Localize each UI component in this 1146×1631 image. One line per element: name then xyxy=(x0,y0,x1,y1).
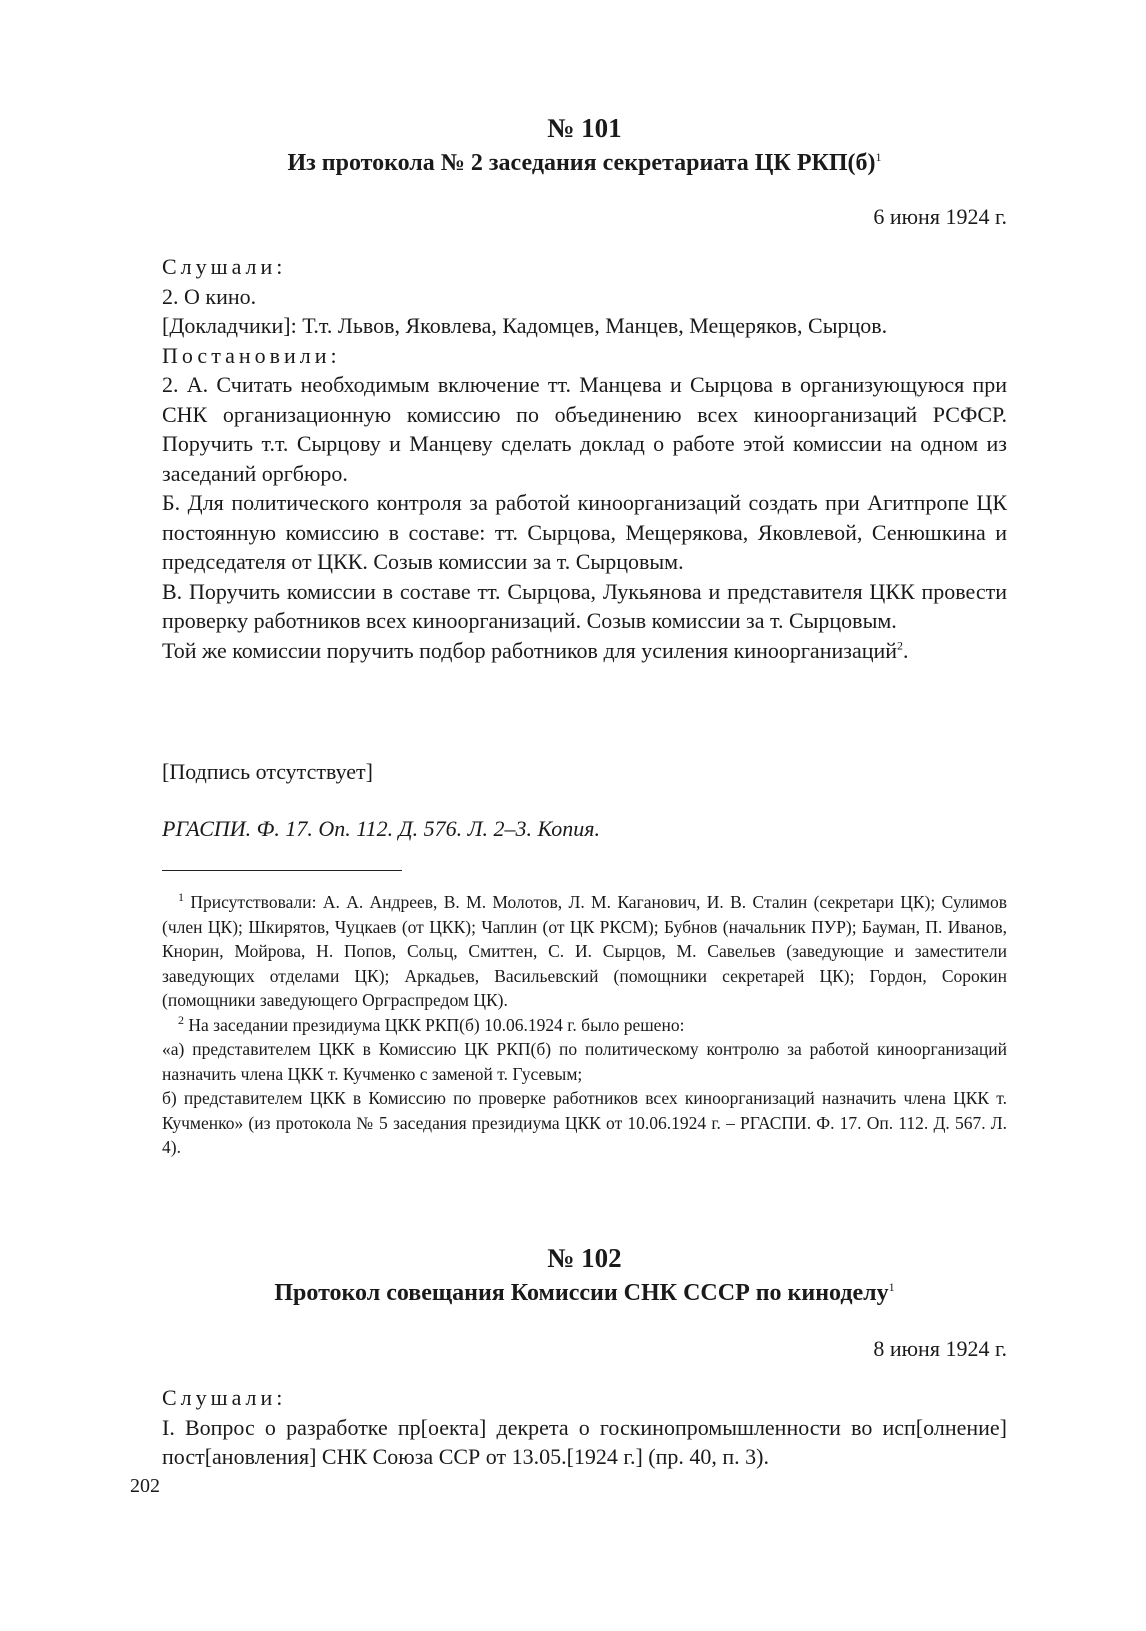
footnote-divider xyxy=(162,870,402,871)
footnote-1-mark: 1 xyxy=(178,890,184,905)
footnote-2-b: б) представителем ЦКК в Комиссию по проверке работников всех киноорганизаций назначить члена ЦКК т. Кучменко» (из протокола № 5 заседания президиума ЦКК от 10.06.1924 г. – РГАСПИ. Ф. 17. Оп. 112. Д. 567. Л. 4). xyxy=(162,1088,1007,1157)
doc102-title-text: Протокол совещания Комиссии СНК СССР по киноделу xyxy=(274,1280,889,1306)
doc101-para-b: Б. Для политического контроля за работой киноорганизаций создать при Агитпропе ЦК постоянную комиссию в составе: тт. Сырцова, Мещерякова, Яковлевой, Сенюшкина и председателя от ЦКК. Созыв комиссии за т. Сырцовым. xyxy=(162,490,1007,574)
doc102-title xyxy=(162,1278,1007,1308)
doc101-resolved-label: Постановили: xyxy=(162,342,341,368)
footnote-2 xyxy=(162,1013,1007,1038)
doc101-date: 6 июня 1924 г. xyxy=(873,204,1007,229)
doc101-header xyxy=(162,112,1007,178)
doc101-para-d-note: 2 xyxy=(897,638,904,653)
doc101-heard-label: Слушали: xyxy=(162,254,287,279)
footnote-1-text: Присутствовали: А. А. Андреев, В. М. Молотов, Л. М. Каганович, И. В. Сталин (секретари ЦК); Сулимов (член ЦК); Шкирятов, Чуцкаев (от ЦКК); Чаплин (от ЦК РКСМ); Бубнов (начальник ПУР); Бауман, П. Иванов, Кнорин, Мойрова, Н. Попов, Сольц, Смиттен, С. И. Сырцов, М. Савельев (заведующие и заместители заведующих отделами ЦК); Аркадьев, Васильевский (помощники секретарей ЦК); Гордон, Сорокин (помощники заведующего Орграспредом ЦК). xyxy=(162,892,1008,1010)
doc102-item: I. Вопрос о разработке пр[оекта] декрета о госкинопромышленности во исп[олнение] пост[ановления] СНК Союза ССР от 13.05.[1924 г.] (пр. 40, п. 3). xyxy=(162,1414,1007,1469)
doc101-para-d-end: . xyxy=(903,637,909,663)
doc101-item: 2. О кино. xyxy=(162,283,257,309)
doc101-para-d xyxy=(162,636,1007,666)
footnote-2-text: На заседании президиума ЦКК РКП(б) 10.06.1924 г. было решено: xyxy=(188,1014,685,1035)
footnotes xyxy=(162,890,1007,1160)
doc102-number: № 102 xyxy=(547,1243,622,1273)
footnote-2-a: «а) представителем ЦКК в Комиссию ЦК РКП(б) по политическому контролю за работой киноорганизаций назначить члена ЦКК т. Кучменко с заменой т. Гусевым; xyxy=(162,1039,1007,1084)
doc102-title-note: 1 xyxy=(888,1280,895,1294)
doc101-signature: [Подпись отсутствует] xyxy=(162,759,373,784)
doc101-source: РГАСПИ. Ф. 17. Оп. 112. Д. 576. Л. 2–3. Копия. xyxy=(162,816,600,841)
footnote-1 xyxy=(162,890,1007,1013)
page-number: 202 xyxy=(130,1475,160,1497)
doc101-para-a: 2. А. Считать необходимым включение тт. Манцева и Сырцова в организующуюся при СНК организационную комиссию по объединению всех киноорганизаций РСФСР. Поручить т.т. Сырцову и Манцеву сделать доклад о работе этой комиссии на одном из заседаний оргбюро. xyxy=(162,372,1007,486)
doc101-title-text: Из протокола № 2 заседания секретариата ЦК РКП(б) xyxy=(287,150,876,176)
doc101-speakers: [Докладчики]: Т.т. Львов, Яковлева, Кадомцев, Манцев, Мещеряков, Сырцов. xyxy=(162,313,888,338)
doc101-body xyxy=(162,252,1007,665)
doc102-header xyxy=(162,1242,1007,1308)
doc101-number: № 101 xyxy=(547,113,622,143)
doc102-date: 8 июня 1924 г. xyxy=(873,1336,1007,1361)
footnote-2-mark: 2 xyxy=(178,1012,184,1027)
doc101-title-note: 1 xyxy=(875,150,882,164)
doc101-title xyxy=(162,148,1007,178)
doc102-heard-label: Слушали: xyxy=(162,1385,287,1410)
doc101-para-c: В. Поручить комиссии в составе тт. Сырцова, Лукьянова и представителя ЦКК провести проверку работников всех киноорганизаций. Созыв комиссии за т. Сырцовым. xyxy=(162,578,1007,633)
doc101-para-d-text: Той же комиссии поручить подбор работников для усиления киноорганизаций xyxy=(162,637,898,663)
doc102-body xyxy=(162,1383,1007,1472)
